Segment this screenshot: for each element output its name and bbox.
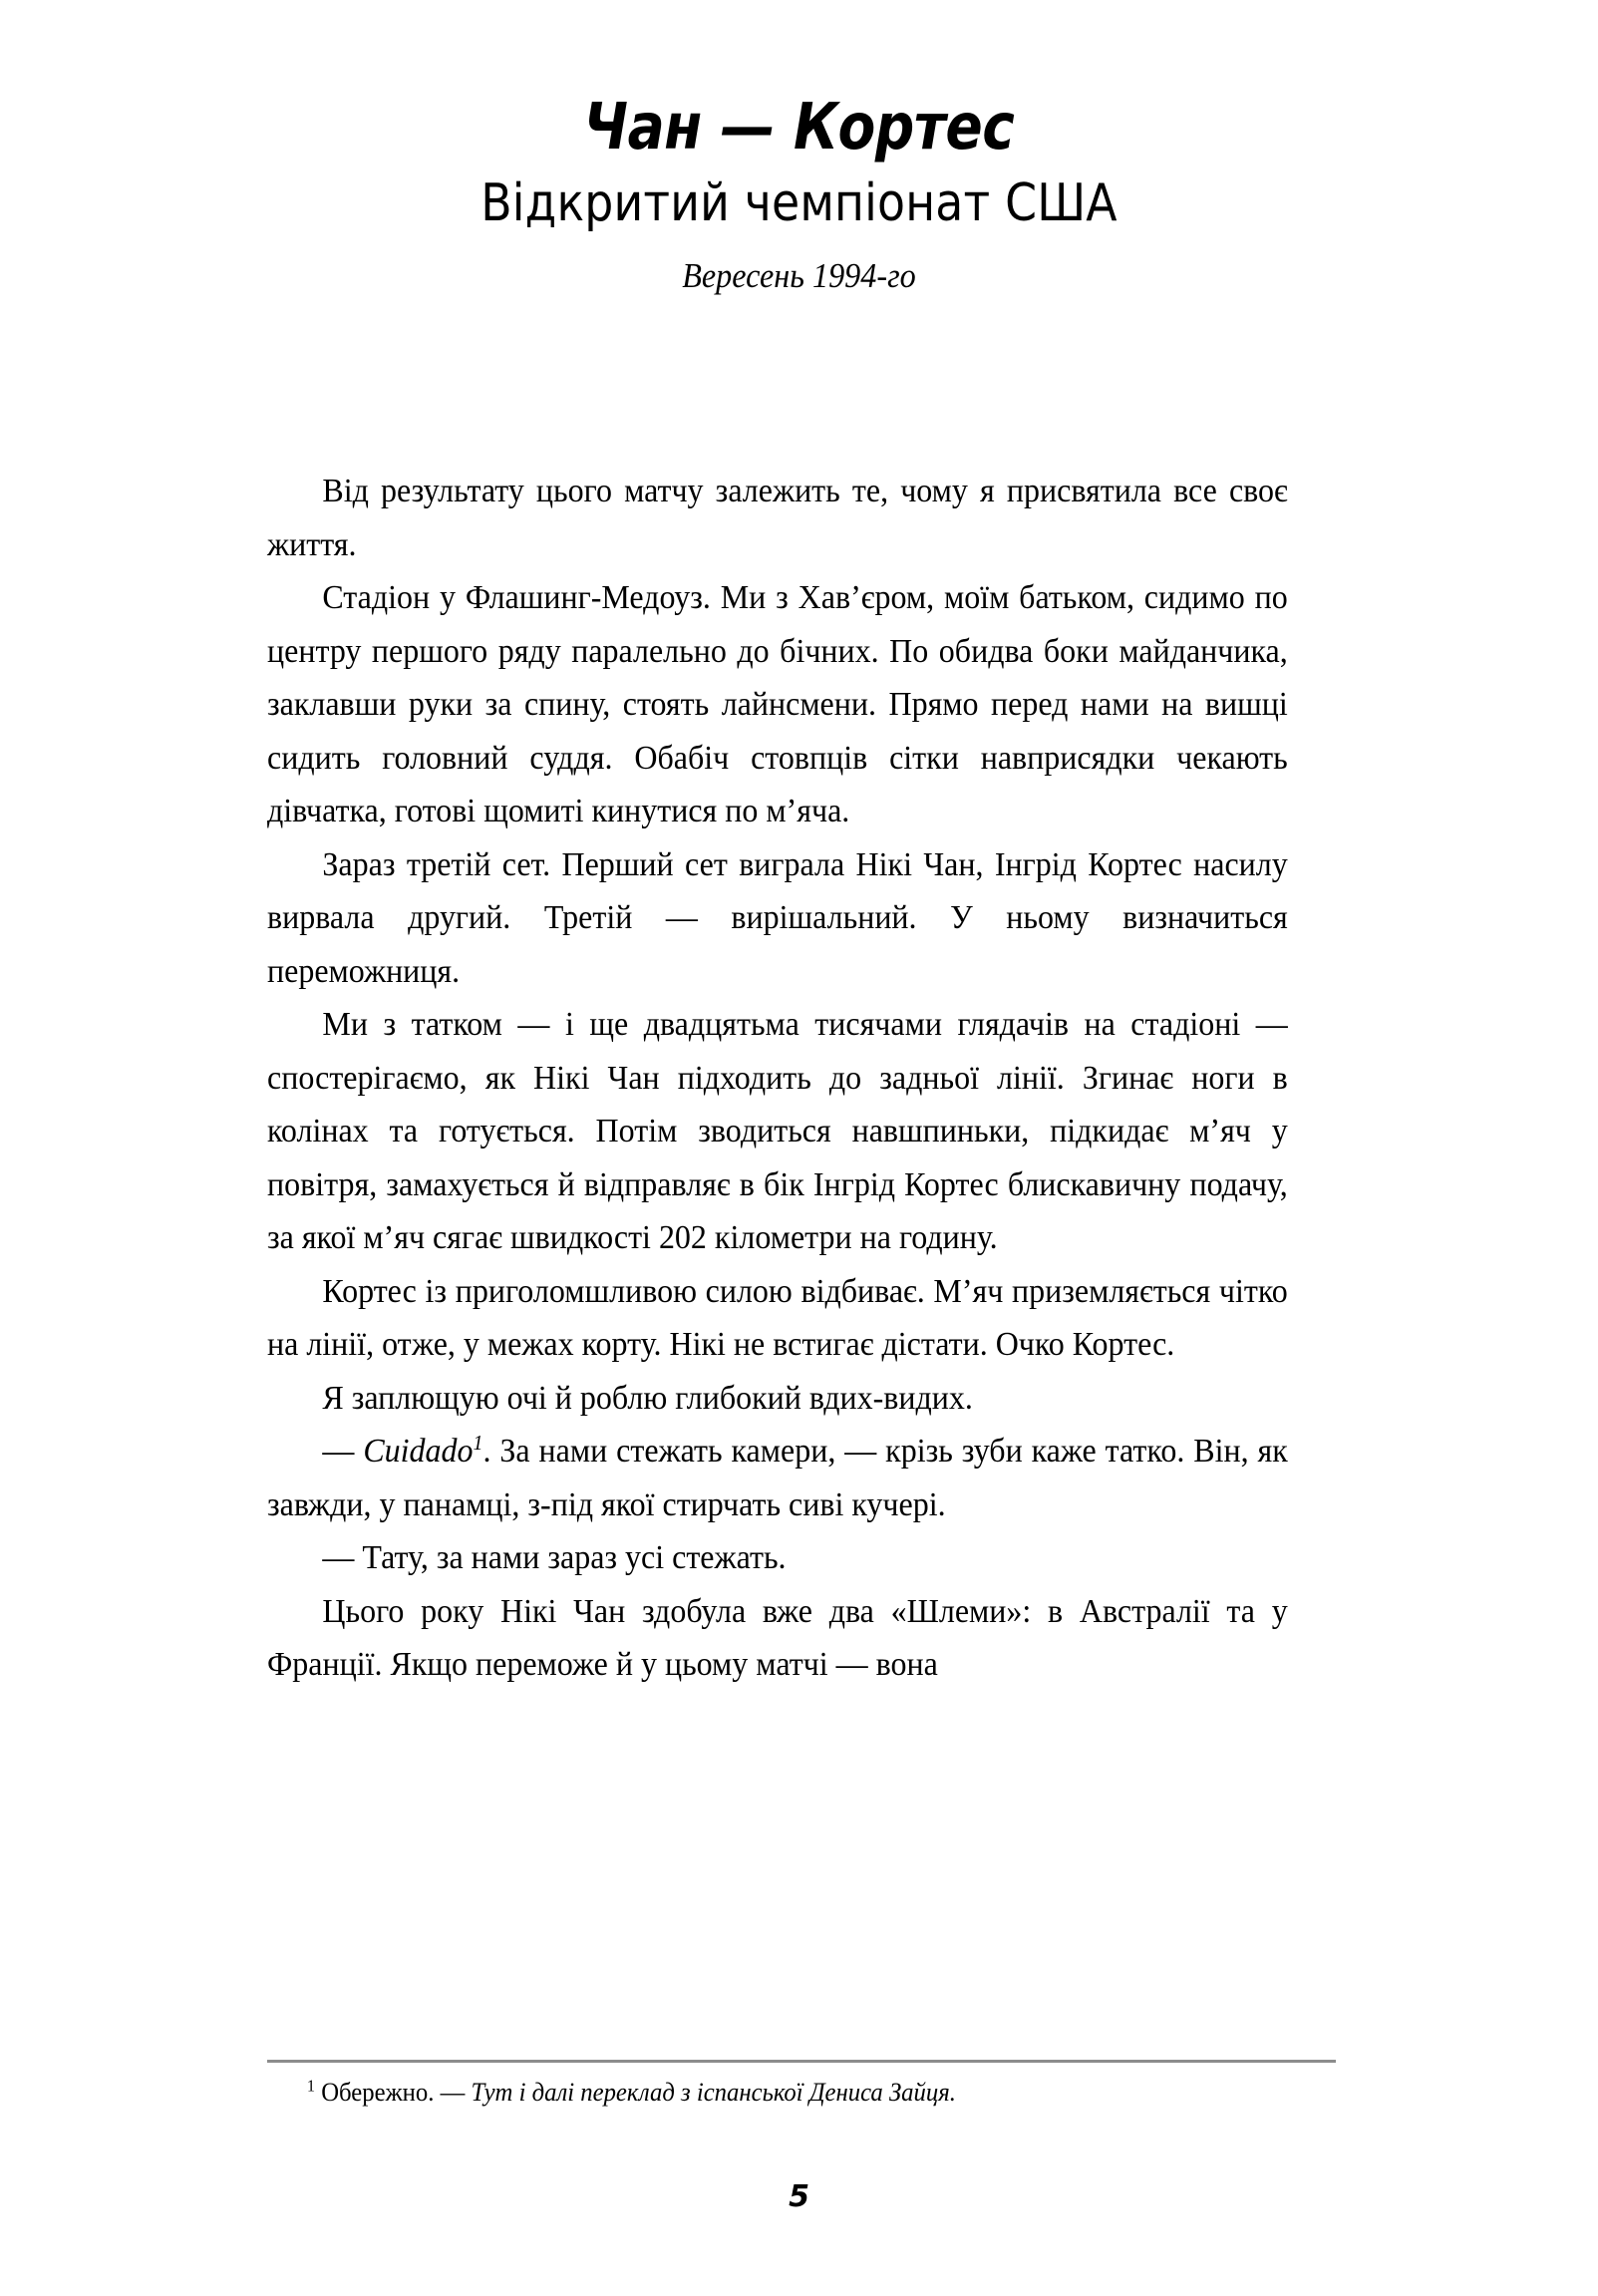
paragraph: Стадіон у Флашинг-Медоуз. Ми з Хав’єром, моїм батьком, сидимо по центру першого ряду паралельно до бічних. По обидва боки майданчика, заклавши руки за спину, стоять лайнсмени. Прямо перед нами на вишці сидить головний суддя. Обабіч стовпців сітки навприсядки чекають дівчатка, готові щомиті кинутися по м’яча. — [267, 579, 1288, 829]
paragraph: — Тату, за нами зараз усі стежать. — [322, 1539, 787, 1576]
paragraph: Цього року Нікі Чан здобула вже два «Шлеми»: в Австралії та у Франції. Якщо переможе й у цьому матчі — вона — [267, 1592, 1288, 1683]
chapter-subtitle: Відкритий чемпіонат США — [480, 173, 1118, 234]
paragraph: Я заплющую очі й роблю глибокий вдих-видих. — [322, 1379, 973, 1417]
chapter-title: Чан — Кортес — [583, 91, 1015, 164]
page-number: 5 — [789, 2179, 809, 2214]
chapter-date: Вересень 1994-го — [682, 255, 916, 295]
paragraph-rest: . За нами стежать камери, — крізь зуби каже татко. Він, як завжди, у панамці, з-під якої стирчать сиві кучері. — [267, 1433, 1288, 1523]
footnote-number: 1 — [306, 2076, 316, 2096]
paragraph: Від результату цього матчу залежить те, чому я присвятила все своє життя. — [267, 473, 1288, 563]
paragraph: Ми з татком — і ще двадцятьма тисячами глядачів на стадіоні — спостерігаємо, як Нікі Чан підходить до задньої лінії. Згинає ноги в колінах та готується. Потім зводиться навшпиньки, підкидає м’яч у повітря, замахується й відправляє в бік Інгрід Кортес блискавичну подачу, за якої м’яч сягає швидкості 202 кілометри на годину. — [267, 1006, 1288, 1256]
footnote-translator-credit: Тут і далі переклад з іспанської Дениса Зайця. — [471, 2078, 956, 2107]
foreign-word-italic: Cuidado — [363, 1433, 474, 1470]
footnote-text: Обережно. — — [321, 2078, 472, 2107]
footnote-separator-rule — [267, 2060, 1336, 2063]
dialogue-dash: — — [322, 1433, 364, 1470]
paragraph: Кортес із приголомшливою силою відбиває. М’яч приземляється чітко на лінії, отже, у межах корту. Нікі не встигає дістати. Очко Кортес. — [267, 1272, 1288, 1363]
paragraph-with-footnote — [267, 1425, 1288, 1531]
footnote-reference-marker[interactable]: 1 — [473, 1431, 483, 1455]
body-text-block — [267, 465, 1336, 1692]
footnote — [267, 2076, 1282, 2110]
paragraph: Зараз третій сет. Перший сет виграла Нікі Чан, Інгрід Кортес насилу вирвала другий. Третій — вирішальний. У ньому визначиться переможниця. — [267, 845, 1288, 990]
chapter-header — [0, 91, 1598, 295]
